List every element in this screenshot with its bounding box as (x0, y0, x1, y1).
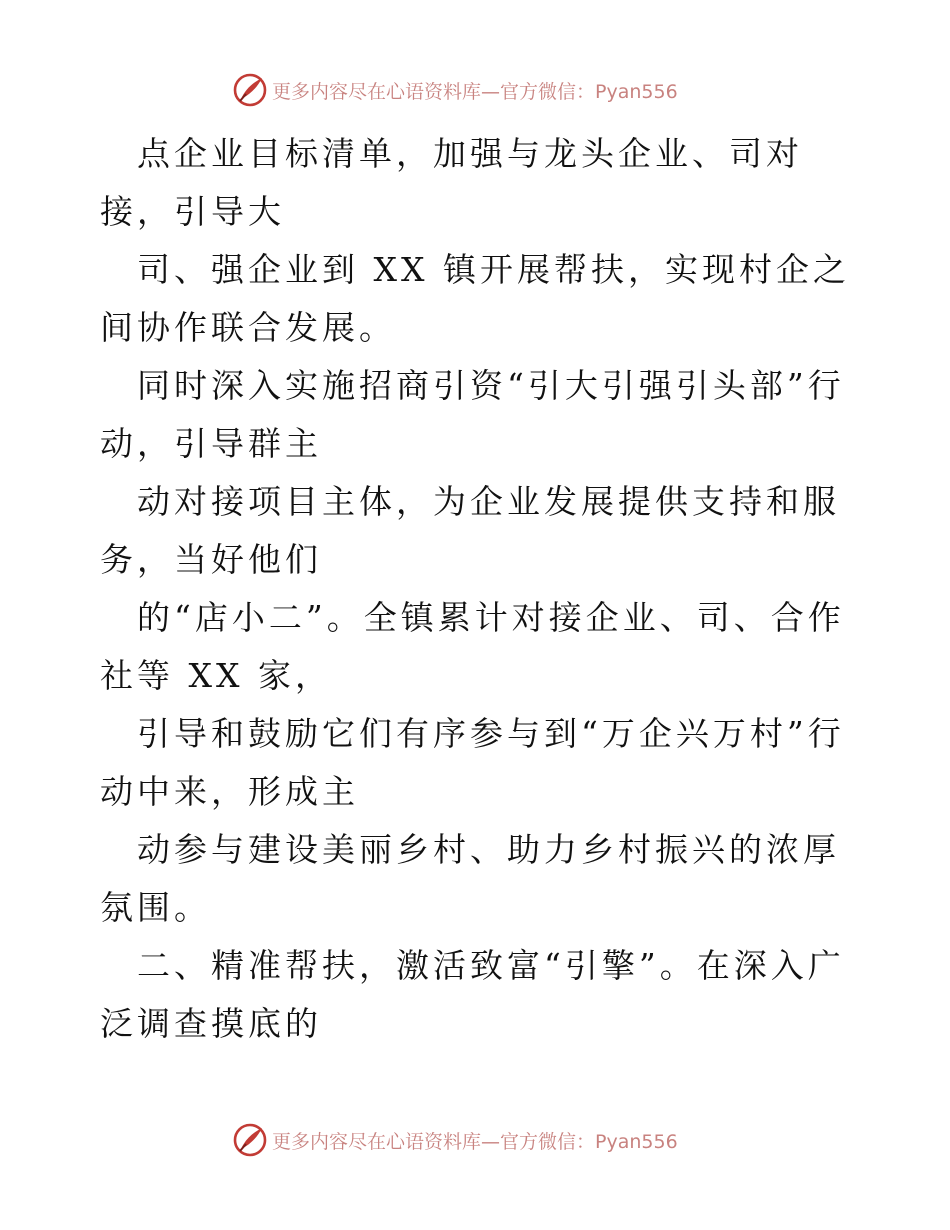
document-body (100, 125, 860, 1053)
paragraph-6: 引导和鼓励它们有序参与到“万企兴万村”行动中来，形成主 (100, 714, 845, 811)
paragraph-8: 二、精准帮扶，激活致富“引擎”。在深入广泛调查摸底的 (100, 946, 845, 1043)
header-banner-text: 更多内容尽在心语资料库—官方微信：Pyan556 (272, 80, 678, 103)
paragraph-3: 同时深入实施招商引资“引大引强引头部”行动，引导群主 (100, 366, 845, 463)
paragraph-4: 动对接项目主体，为企业发展提供支持和服务，当好他们 (100, 482, 840, 579)
paragraph-2: 司、强企业到 XX 镇开展帮扶，实现村企之间协作联合发展。 (100, 250, 850, 347)
footer-banner-text: 更多内容尽在心语资料库—官方微信：Pyan556 (272, 1130, 678, 1153)
feather-quill-logo-icon (232, 1122, 268, 1158)
paragraph-1: 点企业目标清单，加强与龙头企业、司对接，引导大 (100, 134, 803, 231)
header-banner (232, 70, 678, 110)
paragraph-5: 的“店小二”。全镇累计对接企业、司、合作社等 XX 家， (100, 598, 845, 695)
footer-banner (232, 1120, 678, 1160)
feather-quill-logo-icon (232, 72, 268, 108)
paragraph-7: 动参与建设美丽乡村、助力乡村振兴的浓厚氛围。 (100, 830, 840, 927)
